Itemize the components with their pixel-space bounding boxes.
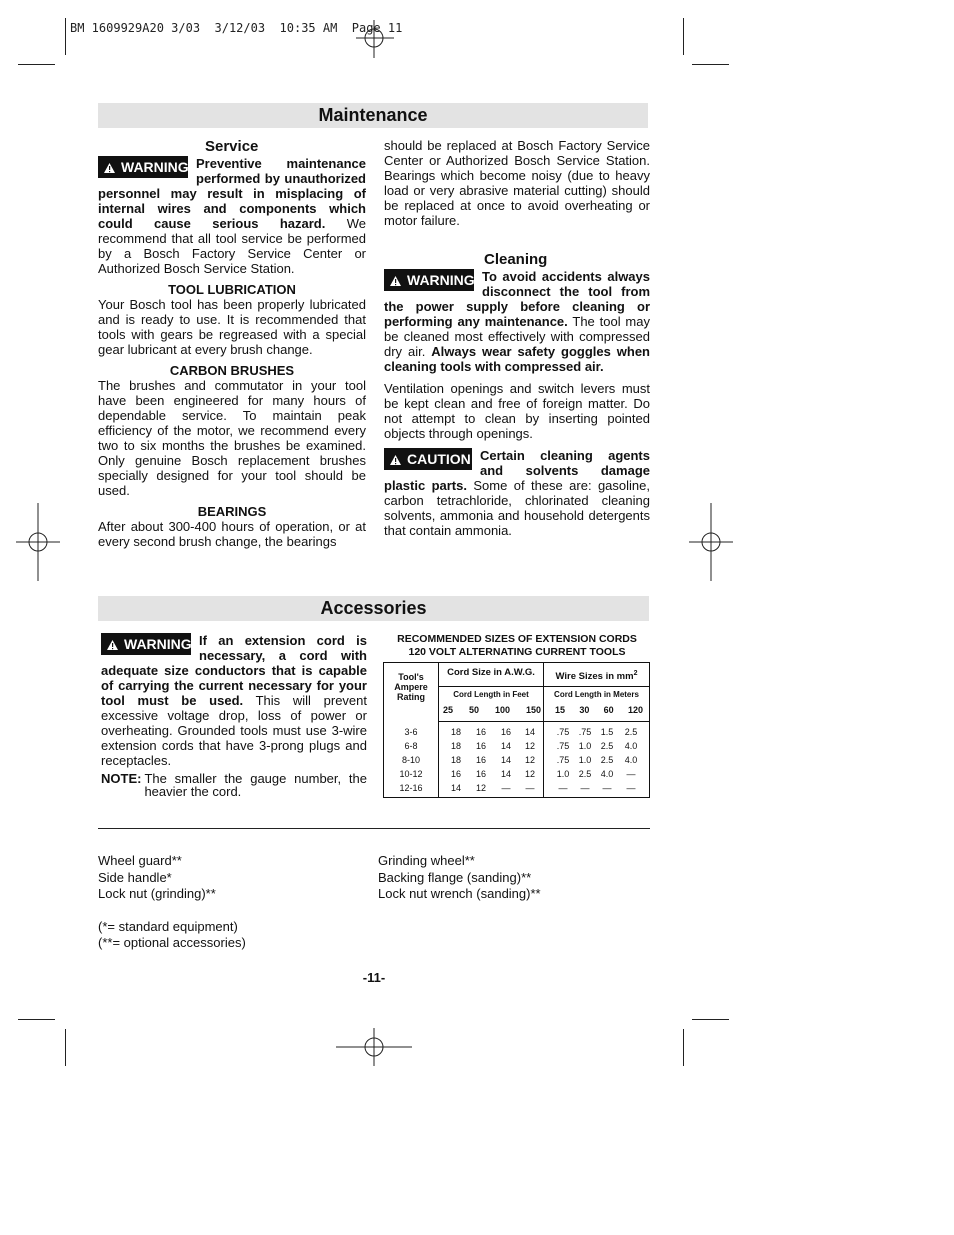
registration-mark-icon	[689, 503, 733, 581]
length-header: 150	[525, 705, 541, 715]
note-text: The smaller the gauge number, the heavier the cord.	[144, 771, 367, 799]
length-header: 100	[494, 705, 510, 715]
rating-header: Tool's Ampere Rating	[394, 672, 428, 702]
mm-cell: .75	[556, 741, 570, 751]
crop-mark	[683, 1029, 684, 1066]
awg-cell: 14	[450, 783, 461, 793]
print-slug: BM 1609929A20 3/03 3/12/03 10:35 AM Page 11	[70, 21, 403, 35]
list-item: Grinding wheel**	[378, 853, 475, 868]
length-header: 15	[555, 705, 566, 715]
list-item: Backing flange (sanding)**	[378, 869, 532, 885]
caution-badge: CAUTION	[384, 448, 472, 470]
carbon-brushes-heading: CARBON BRUSHES	[169, 363, 295, 378]
note	[101, 772, 367, 798]
awg-cell: 16	[500, 727, 511, 737]
table-row	[384, 767, 649, 781]
awg-cell: 12	[524, 755, 535, 765]
rating-cell: 6-8	[404, 741, 418, 751]
length-header: 60	[603, 705, 614, 715]
awg-cell: 16	[475, 727, 486, 737]
registration-mark-icon	[336, 1028, 412, 1066]
meter-lengths	[555, 705, 643, 715]
warning-triangle-icon	[107, 640, 118, 650]
crop-mark	[692, 1019, 729, 1020]
mm-cell: —	[602, 783, 612, 793]
service-column	[98, 139, 366, 549]
maintenance-title: Maintenance	[98, 103, 648, 128]
feet-header: Cord Length in Feet	[453, 690, 529, 699]
awg-cell: 16	[475, 769, 486, 779]
mm-cell: 1.0	[578, 741, 592, 751]
mm-cell: 2.5	[578, 769, 592, 779]
service-heading: Service	[205, 138, 259, 155]
warning-triangle-icon	[104, 163, 115, 173]
accessories-title: Accessories	[98, 596, 649, 621]
cleaning-caution: CAUTION Certain cleaning agents and solvents damage plastic parts. Some of these are: gasoline, carbon tetrachloride, chlorinated cleaning solvents, ammonia and household detergents that contain ammonia.	[384, 448, 650, 538]
rating-cell: 3-6	[404, 727, 418, 737]
bearings-heading: BEARINGS	[197, 504, 267, 519]
awg-cell: —	[501, 783, 511, 793]
awg-cell: 14	[524, 727, 535, 737]
awg-cell: 14	[500, 741, 511, 751]
rating-cell: 12-16	[399, 783, 423, 793]
mm-header: Wire Sizes in $mm^2$	[544, 663, 649, 687]
length-header: 50	[468, 705, 479, 715]
table-row	[384, 725, 649, 739]
tool-lubrication-heading: TOOL LUBRICATION	[168, 282, 296, 297]
awg-cell: 18	[450, 755, 461, 765]
awg-cell: 18	[450, 727, 461, 737]
registration-mark-icon	[16, 503, 60, 581]
cleaning-heading: Cleaning	[484, 251, 548, 268]
carbon-brushes-text: The brushes and commutator in your tool have been engineered for many hours of dependable service. To maintain peak efficiency of the motor, we recommend every two to six months the brushes be examined. Only genuine Bosch replacement brushes specially designed for your tool should be used.	[98, 378, 366, 498]
cord-table	[383, 662, 650, 798]
awg-cell: 14	[500, 755, 511, 765]
legend-item: (**= optional accessories)	[98, 935, 246, 950]
awg-cell: 16	[450, 769, 461, 779]
warning-badge: WARNING	[384, 269, 474, 291]
note-label: NOTE:	[101, 771, 142, 786]
mm-cell: 2.5	[600, 741, 614, 751]
awg-cell: —	[525, 783, 535, 793]
accessories-warning-column	[101, 633, 367, 798]
crop-mark	[65, 1029, 66, 1066]
awg-cell: 12	[475, 783, 486, 793]
service-warning: WARNING Preventive maintenance performed by unauthorized personnel may result in misplacing of internal wires and components which could cause serious hazard. We recommend that all tool service be performed by a Bosch Factory Service Center or Authorized Bosch Service Station.	[98, 156, 366, 276]
crop-mark	[692, 64, 729, 65]
cord-table-title-line2: 120 VOLT ALTERNATING CURRENT TOOLS	[408, 646, 626, 658]
meters-header: Cord Length in Meters	[554, 690, 639, 699]
mm-cell: —	[626, 783, 636, 793]
feet-lengths	[443, 705, 541, 715]
awg-cell: 16	[475, 755, 486, 765]
awg-cell: 18	[450, 741, 461, 751]
warning-badge: WARNING	[98, 156, 188, 178]
list-item: Side handle*	[98, 869, 172, 885]
registration-mark-icon	[356, 20, 394, 58]
rating-cell: 10-12	[399, 769, 423, 779]
mm-cell: .75	[556, 727, 570, 737]
mm-cell: 2.5	[624, 727, 638, 737]
ventilation-text: Ventilation openings and switch levers must be kept clean and free of foreign matter. Do not attempt to clean by inserting pointed objects through openings.	[384, 381, 650, 441]
rating-cell: 8-10	[401, 755, 420, 765]
list-item: Lock nut wrench (sanding)**	[378, 886, 541, 901]
length-header: 25	[443, 705, 454, 715]
awg-cell: 12	[524, 741, 535, 751]
accessory-list-right	[378, 853, 541, 903]
mm-cell: 1.0	[578, 755, 592, 765]
crop-mark	[18, 1019, 55, 1020]
cord-table-title	[384, 633, 650, 659]
mm-cell: 1.5	[600, 727, 614, 737]
legend-item: (*= standard equipment)	[98, 918, 238, 934]
table-row	[384, 753, 649, 767]
crop-mark	[683, 18, 684, 55]
caution-triangle-icon	[390, 455, 401, 465]
divider-rule	[98, 828, 650, 829]
awg-cell: 16	[475, 741, 486, 751]
mm-cell: .75	[578, 727, 592, 737]
length-header: 30	[579, 705, 590, 715]
tool-lubrication-text: Your Bosch tool has been properly lubricated and is ready to use. It is recommended that tools with gears be regreased with a special gear lubricant at every brush change.	[98, 297, 366, 357]
cleaning-warning: WARNING To avoid accidents always disconnect the tool from the power supply before cleaning or performing any maintenance. The tool may be cleaned most effectively with compressed dry air. Always wear safety goggles when cleaning tools with compressed air.	[384, 269, 650, 374]
awg-cell: 14	[500, 769, 511, 779]
warning-badge: WARNING	[101, 633, 191, 655]
awg-cell: 12	[524, 769, 535, 779]
mm-cell: 4.0	[624, 741, 638, 751]
mm-cell: 4.0	[624, 755, 638, 765]
table-divider	[439, 721, 649, 722]
table-row	[384, 781, 649, 795]
crop-mark	[18, 64, 55, 65]
mm-cell: 1.0	[556, 769, 570, 779]
extension-cord-warning: WARNING If an extension cord is necessary, a cord with adequate size conductors that is capable of carrying the current necessary for your tool must be used. This will prevent excessive voltage drop, loss of power or overheating. Grounded tools must use 3-wire extension cords that have 3-prong plugs and receptacles.	[101, 633, 368, 768]
warning-triangle-icon	[390, 276, 401, 286]
crop-mark	[65, 18, 66, 55]
bearings-text: After about 300-400 hours of operation, or at every second brush change, the bearings	[98, 519, 366, 549]
awg-header: Cord Size in A.W.G.	[439, 663, 543, 687]
bearings-continued-text: should be replaced at Bosch Factory Service Center or Authorized Bosch Service Station. Bearings which become noisy (due to heavy load or very abrasive material cutting) should be replaced at once to avoid overheating or motor failure.	[384, 138, 650, 228]
table-row	[384, 739, 649, 753]
cleaning-column	[384, 252, 650, 538]
mm-cell: —	[626, 769, 636, 779]
mm-cell: 2.5	[600, 755, 614, 765]
bearings-continued-column	[384, 138, 650, 228]
mm-cell: .75	[556, 755, 570, 765]
cord-table-title-line1: RECOMMENDED SIZES OF EXTENSION CORDS	[397, 633, 637, 645]
mm-cell: —	[558, 783, 568, 793]
accessory-list-left	[98, 853, 246, 952]
list-item: Wheel guard**	[98, 853, 182, 868]
page-number: -11-	[362, 970, 386, 985]
length-header: 120	[627, 705, 643, 715]
mm-cell: 4.0	[600, 769, 614, 779]
list-item: Lock nut (grinding)**	[98, 886, 216, 901]
mm-cell: —	[580, 783, 590, 793]
